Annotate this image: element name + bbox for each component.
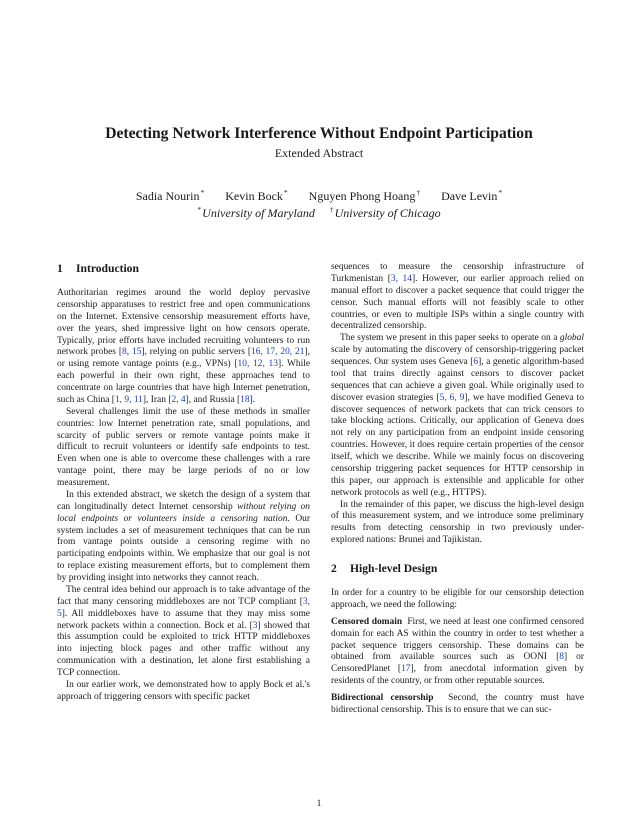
author-list xyxy=(0,188,638,204)
left-column xyxy=(57,262,310,704)
paragraph: Several challenges limit the use of these methods in smaller countries: low Internet penetration rate, small populations, and scarcity of public servers or remote vantage points make it difficult to recruit volunteers or identify safe endpoints to test. Even when one is able to overcome these challenges with a rare vantage point, there may be large periods of no or low measurement. xyxy=(57,406,310,488)
affiliation-list xyxy=(0,205,638,221)
citation-link[interactable]: 8 xyxy=(122,347,127,358)
author: Kevin Bock* xyxy=(225,188,288,203)
citation-link[interactable]: 16, 17, 20, 21 xyxy=(251,347,305,358)
citation-link[interactable]: 17 xyxy=(401,664,411,675)
citation-link[interactable]: 1, 9, 11 xyxy=(114,394,143,405)
author: Nguyen Phong Hoang† xyxy=(308,188,421,203)
citation-link[interactable]: 3 xyxy=(252,620,258,631)
citation-link[interactable]: 15 xyxy=(131,347,142,358)
paper-subtitle: Extended Abstract xyxy=(274,146,364,160)
paragraph: In order for a country to be eligible for our censorship detection approach, we need the following: xyxy=(331,588,584,610)
paragraph: sequences to measure the censorship infrastructure of Turkmenistan [3, 14]. However, our earlier approach relied on manual effort to discover a packet sequence that could trigger the censor. Such manual efforts will not feasibly scale to other countries, or even to multiple ISPs within a single country with decentralized censorship. xyxy=(331,262,584,332)
paragraph: In our earlier work, we demonstrated how to apply Bock et al.'s approach of triggering censors with specific packet xyxy=(57,679,310,702)
paper-title: Detecting Network Interference Without Endpoint Participation xyxy=(105,125,533,142)
author: Dave Levin* xyxy=(441,188,503,203)
paragraph-label: Bidirectional censorship xyxy=(331,693,434,703)
citation-link[interactable]: 5, 6, 9 xyxy=(439,392,465,403)
citation-link[interactable]: 18 xyxy=(240,394,250,405)
paragraph: In the remainder of this paper, we discuss the high-level design of this measurement system, and we introduce some preliminary results from detecting censorship in two previously under-explored nations: Brunei and Tajikistan. xyxy=(331,499,584,546)
page-number: 1 xyxy=(316,799,322,809)
paragraph: Censored domain First, we need at least one confirmed censored domain for each AS within the country in order to test whether a packet sequence triggers censorship. These domains can be obtained from available sources such as OONI [8] or CensoredPlanet [17], from anecdotal information given by residents of the country, or from other reputable sources. xyxy=(331,616,584,687)
citation-link[interactable]: 3, 14 xyxy=(390,273,412,284)
citation-link[interactable]: 3, 5 xyxy=(57,596,310,619)
paragraph: Bidirectional censorship Second, the country must have bidirectional censorship. This is to ensure that we can suc- xyxy=(331,693,585,715)
citation-link[interactable]: 6 xyxy=(473,357,479,367)
author: Sadia Nourin* xyxy=(135,188,205,203)
paragraph-label: Censored domain xyxy=(331,616,403,627)
citation-link[interactable]: 8 xyxy=(559,652,564,663)
right-column xyxy=(331,262,584,717)
paragraph: The central idea behind our approach is to take advantage of the fact that many censoring middleboxes are not TCP compliant [3, 5]. All middleboxes have to assume that they may miss some network packets within a connection. Bock et al. [3] showed that this assumption could be exploited to trick HTTP middleboxes into injecting block pages and other traffic without any communication with a destination, let alone first establishing a TCP connection. xyxy=(57,584,310,678)
citation-link[interactable]: 10, 12, 13 xyxy=(237,359,278,370)
citation-link[interactable]: 2, 4 xyxy=(171,394,186,405)
affiliation: *University of Maryland xyxy=(197,205,315,220)
section-heading-introduction: 1 Introduction xyxy=(57,262,139,275)
affiliation: †University of Chicago xyxy=(329,205,441,220)
paragraph: Authoritarian regimes around the world deploy pervasive censorship apparatuses to restrict free and open communications on the Internet. Extensive censorship measurement efforts have, over the years, shed impressive light on how censors operate. Typically, prior efforts have included recruiting volunteers to run network probes [8, 15], relying on public servers [16, 17, 20, 21], or using remote vantage points (e.g., VPNs) [10, 12, 13]. While each powerful in their own right, these approaches tend to concentrate on large countries that have high Internet penetration, such as China [1, 9, 11], Iran [2, 4], and Russia [18]. xyxy=(57,288,311,405)
paragraph: In this extended abstract, we sketch the design of a system that can longitudinally detect Internet censorship without relying on local endpoints or volunteers inside a censoring nation. Our system includes a set of measurement techniques that can be run from vantage points outside a censoring regime with no participating endpoints within. We emphasize that our goal is not to replace existing measurement efforts, but to complement them by providing insight into networks they cannot reach. xyxy=(57,489,310,583)
paragraph: The system we present in this paper seeks to operate on a global scale by automating the discovery of censorship-triggering packet sequences. Our system uses Geneva [6], a genetic algorithm-based tool that trains directly against censors to discover packet sequences that can achieve a given goal. While originally used to discover evasion strategies [5, 6, 9], we have modified Geneva to discover sequences of network packets that can trick censors to take blocking actions. Critically, our application of Geneva does not rely on any participation from an endpoint inside censoring countries. However, it does require certain properties of the censor itself, which we describe. While we mainly focus on discovering censorship triggering packet sequences for HTTP censorship in this paper, our approach is extensible and applicable for other network protocols as well (e.g., HTTPS). xyxy=(331,333,584,498)
section-heading-high-level-design: 2 High-level Design xyxy=(331,562,438,575)
